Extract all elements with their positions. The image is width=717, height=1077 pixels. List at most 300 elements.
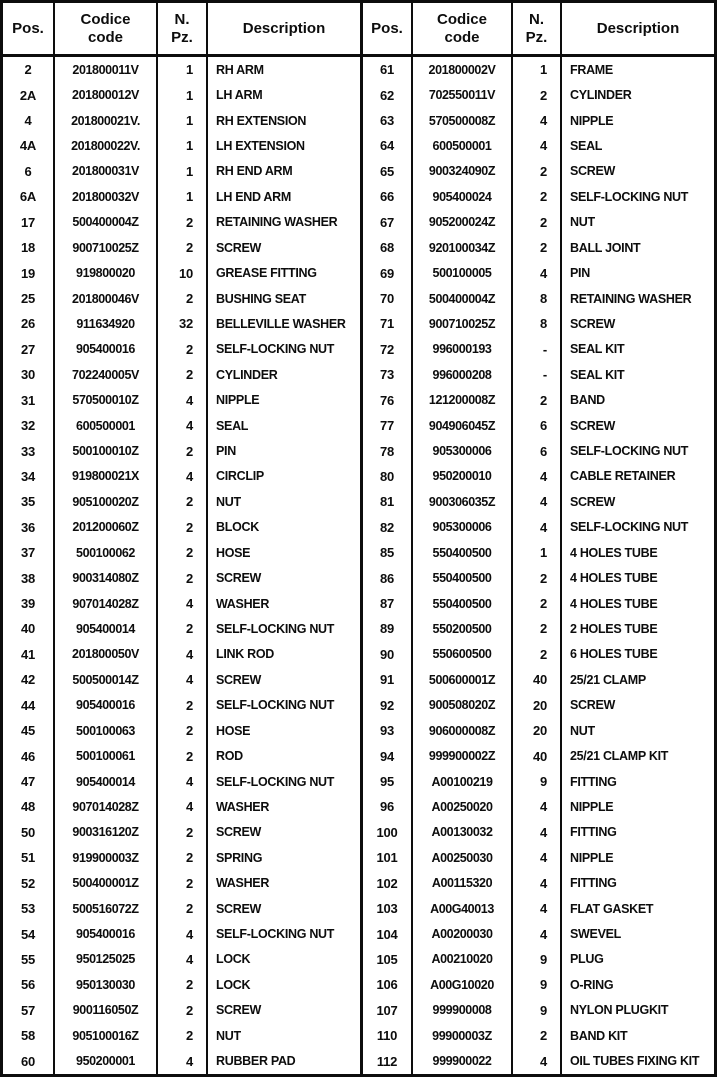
pos-cell: 91 <box>363 667 413 692</box>
pos-cell: 40 <box>3 616 55 641</box>
table-row <box>363 998 714 1023</box>
parts-table-right <box>360 3 714 1074</box>
desc-cell: LH END ARM <box>216 189 292 204</box>
desc-cell: NUT <box>570 215 595 230</box>
code-cell: 900116050Z <box>55 998 158 1023</box>
qty-cell: 2 <box>158 515 208 540</box>
table-row <box>363 464 714 489</box>
col-header-desc <box>562 3 714 54</box>
code-cell: 900710025Z <box>55 235 158 260</box>
qty-cell: 4 <box>513 871 562 896</box>
pos-cell: 4 <box>3 108 55 133</box>
desc-cell: SELF-LOCKING NUT <box>216 927 335 942</box>
code-cell: 900508020Z <box>413 693 513 718</box>
desc-cell: NUT <box>570 723 595 738</box>
qty-cell: 9 <box>513 998 562 1023</box>
desc-cell: SELF-LOCKING NUT <box>216 621 335 636</box>
table-row <box>363 438 714 463</box>
code-cell: 702240005V <box>55 362 158 387</box>
table-row <box>3 540 360 565</box>
col-header-code <box>55 3 158 54</box>
code-cell: 996000208 <box>413 362 513 387</box>
desc-cell: SELF-LOCKING NUT <box>570 189 689 204</box>
pos-cell: 103 <box>363 896 413 921</box>
table-row <box>363 565 714 590</box>
code-cell: 570500008Z <box>413 108 513 133</box>
desc-cell: LH ARM <box>216 88 263 103</box>
qty-cell: 32 <box>158 311 208 336</box>
code-cell: 906000008Z <box>413 718 513 743</box>
pos-cell: 50 <box>3 820 55 845</box>
code-cell: A00G40013 <box>413 896 513 921</box>
table-row <box>363 82 714 107</box>
table-row <box>3 82 360 107</box>
code-cell: 905400016 <box>55 921 158 946</box>
table-row <box>363 311 714 336</box>
qty-cell: 2 <box>158 235 208 260</box>
code-cell: 550600500 <box>413 642 513 667</box>
parts-table-left <box>3 3 360 1074</box>
table-body-right <box>363 57 714 1074</box>
code-cell: 905400014 <box>55 616 158 641</box>
qty-cell: 2 <box>513 159 562 184</box>
desc-cell: 25/21 CLAMP <box>570 672 646 687</box>
qty-cell: 1 <box>158 184 208 209</box>
code-cell: 201800032V <box>55 184 158 209</box>
desc-cell: HOSE <box>216 545 251 560</box>
desc-cell: WASHER <box>216 596 270 611</box>
qty-cell: 4 <box>158 947 208 972</box>
pos-cell: 80 <box>363 464 413 489</box>
qty-cell: 2 <box>158 616 208 641</box>
pos-cell: 68 <box>363 235 413 260</box>
pos-cell: 36 <box>3 515 55 540</box>
col-header-pos-label: Pos. <box>12 19 44 37</box>
desc-cell: 25/21 CLAMP KIT <box>570 749 669 764</box>
table-row <box>3 413 360 438</box>
pos-cell: 56 <box>3 972 55 997</box>
qty-cell: 9 <box>513 972 562 997</box>
desc-cell: BAND <box>570 393 605 408</box>
code-cell: 905400016 <box>55 693 158 718</box>
code-cell: 905400024 <box>413 184 513 209</box>
desc-cell: SCREW <box>570 164 616 179</box>
pos-cell: 110 <box>363 1023 413 1048</box>
code-cell: A00G10020 <box>413 972 513 997</box>
col-header-code-line2: code <box>444 28 480 46</box>
desc-cell: PIN <box>216 444 236 459</box>
desc-cell: PIN <box>570 266 590 281</box>
desc-cell: ROD <box>216 749 243 764</box>
pos-cell: 37 <box>3 540 55 565</box>
table-row <box>363 642 714 667</box>
pos-cell: 106 <box>363 972 413 997</box>
desc-cell: RH ARM <box>216 62 264 77</box>
desc-cell: SEAL KIT <box>570 342 625 357</box>
qty-cell: 4 <box>158 642 208 667</box>
desc-cell: HOSE <box>216 723 251 738</box>
desc-cell: SELF-LOCKING NUT <box>216 774 335 789</box>
pos-cell: 26 <box>3 311 55 336</box>
table-row <box>3 260 360 285</box>
pos-cell: 89 <box>363 616 413 641</box>
table-body-left <box>3 57 360 1074</box>
code-cell: 500400004Z <box>413 286 513 311</box>
col-header-code <box>413 3 513 54</box>
desc-cell: SWEVEL <box>570 927 621 942</box>
qty-cell: 2 <box>158 489 208 514</box>
qty-cell: 4 <box>513 108 562 133</box>
pos-cell: 86 <box>363 565 413 590</box>
code-cell: 905400016 <box>55 337 158 362</box>
pos-cell: 96 <box>363 794 413 819</box>
table-row <box>3 616 360 641</box>
code-cell: 905200024Z <box>413 210 513 235</box>
code-cell: 905100020Z <box>55 489 158 514</box>
qty-cell: 4 <box>158 464 208 489</box>
table-row <box>3 1048 360 1073</box>
desc-cell: SEAL <box>570 138 603 153</box>
pos-cell: 105 <box>363 947 413 972</box>
qty-cell: 20 <box>513 718 562 743</box>
table-row <box>3 591 360 616</box>
desc-cell: SCREW <box>216 1003 262 1018</box>
code-cell: 500100062 <box>55 540 158 565</box>
desc-cell: SCREW <box>216 571 262 586</box>
code-cell: 950125025 <box>55 947 158 972</box>
desc-cell: SELF-LOCKING NUT <box>216 698 335 713</box>
pos-cell: 61 <box>363 57 413 82</box>
desc-cell: RETAINING WASHER <box>216 215 338 230</box>
col-header-code-line2: code <box>87 28 123 46</box>
desc-cell: NIPPLE <box>570 850 614 865</box>
qty-cell: 2 <box>513 235 562 260</box>
table-row <box>3 362 360 387</box>
desc-cell: 4 HOLES TUBE <box>570 596 658 611</box>
qty-cell: 2 <box>513 591 562 616</box>
pos-cell: 73 <box>363 362 413 387</box>
col-header-qty-line2: Pz. <box>525 28 548 46</box>
code-cell: 570500010Z <box>55 387 158 412</box>
code-cell: 950130030 <box>55 972 158 997</box>
table-row <box>3 311 360 336</box>
pos-cell: 71 <box>363 311 413 336</box>
desc-cell: LH EXTENSION <box>216 138 305 153</box>
table-row <box>363 184 714 209</box>
desc-cell: SCREW <box>570 316 616 331</box>
col-header-qty-line2: Pz. <box>171 28 193 46</box>
desc-cell: RUBBER PAD <box>216 1054 296 1069</box>
qty-cell: 2 <box>513 642 562 667</box>
code-cell: 500516072Z <box>55 896 158 921</box>
code-cell: 201800012V <box>55 82 158 107</box>
pos-cell: 112 <box>363 1048 413 1073</box>
code-cell: A00100219 <box>413 769 513 794</box>
desc-cell: NIPPLE <box>570 799 614 814</box>
qty-cell: 2 <box>513 1023 562 1048</box>
pos-cell: 87 <box>363 591 413 616</box>
desc-cell: SCREW <box>570 418 616 433</box>
table-row <box>363 235 714 260</box>
table-row <box>363 820 714 845</box>
table-row <box>363 260 714 285</box>
qty-cell: 4 <box>513 896 562 921</box>
pos-cell: 93 <box>363 718 413 743</box>
table-row <box>3 743 360 768</box>
table-row <box>363 972 714 997</box>
pos-cell: 64 <box>363 133 413 158</box>
desc-cell: SEAL KIT <box>570 367 625 382</box>
desc-cell: PLUG <box>570 952 604 967</box>
qty-cell: - <box>513 362 562 387</box>
code-cell: A00210020 <box>413 947 513 972</box>
table-row <box>363 921 714 946</box>
qty-cell: 4 <box>513 845 562 870</box>
code-cell: 999900002Z <box>413 743 513 768</box>
table-row <box>363 718 714 743</box>
desc-cell: LINK ROD <box>216 647 275 662</box>
desc-cell: FITTING <box>570 876 617 891</box>
qty-cell: 1 <box>158 57 208 82</box>
code-cell: 201800046V <box>55 286 158 311</box>
code-cell: 905300006 <box>413 438 513 463</box>
table-row <box>3 845 360 870</box>
code-cell: 907014028Z <box>55 794 158 819</box>
code-cell: 999900022 <box>413 1048 513 1073</box>
pos-cell: 33 <box>3 438 55 463</box>
code-cell: 900316120Z <box>55 820 158 845</box>
table-row <box>3 972 360 997</box>
code-cell: A00130032 <box>413 820 513 845</box>
desc-cell: CYLINDER <box>570 88 632 103</box>
pos-cell: 6A <box>3 184 55 209</box>
code-cell: 905100016Z <box>55 1023 158 1048</box>
table-row <box>363 515 714 540</box>
desc-cell: SELF-LOCKING NUT <box>570 520 689 535</box>
pos-cell: 42 <box>3 667 55 692</box>
code-cell: A00200030 <box>413 921 513 946</box>
desc-cell: WASHER <box>216 799 270 814</box>
qty-cell: 2 <box>158 972 208 997</box>
code-cell: 500100061 <box>55 743 158 768</box>
code-cell: 500400004Z <box>55 210 158 235</box>
qty-cell: 2 <box>158 718 208 743</box>
pos-cell: 34 <box>3 464 55 489</box>
qty-cell: 1 <box>513 540 562 565</box>
qty-cell: 2 <box>513 82 562 107</box>
pos-cell: 2 <box>3 57 55 82</box>
pos-cell: 94 <box>363 743 413 768</box>
pos-cell: 39 <box>3 591 55 616</box>
pos-cell: 82 <box>363 515 413 540</box>
table-row <box>3 210 360 235</box>
code-cell: 900710025Z <box>413 311 513 336</box>
desc-cell: LOCK <box>216 977 251 992</box>
table-row <box>363 413 714 438</box>
desc-cell: NUT <box>216 1028 241 1043</box>
desc-cell: GREASE FITTING <box>216 266 317 281</box>
desc-cell: RH END ARM <box>216 164 293 179</box>
desc-cell: SCREW <box>570 494 616 509</box>
table-header-right <box>363 3 714 57</box>
pos-cell: 17 <box>3 210 55 235</box>
table-row <box>363 210 714 235</box>
pos-cell: 90 <box>363 642 413 667</box>
qty-cell: 1 <box>158 108 208 133</box>
desc-cell: 4 HOLES TUBE <box>570 545 658 560</box>
table-row <box>3 57 360 82</box>
qty-cell: 4 <box>513 133 562 158</box>
code-cell: 201200060Z <box>55 515 158 540</box>
code-cell: 500600001Z <box>413 667 513 692</box>
table-row <box>3 565 360 590</box>
code-cell: 550400500 <box>413 591 513 616</box>
col-header-desc-label: Description <box>242 19 326 37</box>
code-cell: 950200001 <box>55 1048 158 1073</box>
desc-cell: LOCK <box>216 952 251 967</box>
desc-cell: 4 HOLES TUBE <box>570 571 658 586</box>
code-cell: 999900008 <box>413 998 513 1023</box>
pos-cell: 67 <box>363 210 413 235</box>
qty-cell: 4 <box>513 515 562 540</box>
desc-cell: OIL TUBES FIXING KIT <box>570 1054 700 1069</box>
desc-cell: SPRING <box>216 850 263 865</box>
pos-cell: 48 <box>3 794 55 819</box>
qty-cell: 8 <box>513 311 562 336</box>
table-row <box>3 464 360 489</box>
code-cell: 550400500 <box>413 540 513 565</box>
desc-cell: BELLEVILLE WASHER <box>216 316 346 331</box>
desc-cell: BUSHING SEAT <box>216 291 306 306</box>
code-cell: 201800022V. <box>55 133 158 158</box>
table-row <box>3 667 360 692</box>
qty-cell: 4 <box>158 921 208 946</box>
code-cell: 900324090Z <box>413 159 513 184</box>
table-row <box>3 184 360 209</box>
desc-cell: CYLINDER <box>216 367 278 382</box>
table-row <box>363 845 714 870</box>
col-header-desc-label: Description <box>596 19 680 37</box>
desc-cell: SELF-LOCKING NUT <box>570 444 689 459</box>
qty-cell: 4 <box>513 794 562 819</box>
qty-cell: 2 <box>158 362 208 387</box>
qty-cell: 4 <box>513 820 562 845</box>
code-cell: 500500014Z <box>55 667 158 692</box>
qty-cell: 20 <box>513 693 562 718</box>
qty-cell: 4 <box>513 260 562 285</box>
pos-cell: 4A <box>3 133 55 158</box>
pos-cell: 57 <box>3 998 55 1023</box>
qty-cell: 2 <box>158 438 208 463</box>
qty-cell: 6 <box>513 438 562 463</box>
code-cell: 911634920 <box>55 311 158 336</box>
qty-cell: 4 <box>513 1048 562 1073</box>
code-cell: 500400001Z <box>55 871 158 896</box>
desc-cell: SCREW <box>216 901 262 916</box>
table-row <box>363 591 714 616</box>
desc-cell: FLAT GASKET <box>570 901 654 916</box>
desc-cell: FITTING <box>570 774 617 789</box>
code-cell: 201800021V. <box>55 108 158 133</box>
table-row <box>363 387 714 412</box>
table-row <box>363 896 714 921</box>
qty-cell: 2 <box>513 565 562 590</box>
pos-cell: 58 <box>3 1023 55 1048</box>
table-row <box>3 769 360 794</box>
qty-cell: 40 <box>513 743 562 768</box>
desc-cell: WASHER <box>216 876 270 891</box>
col-header-desc <box>208 3 360 54</box>
pos-cell: 100 <box>363 820 413 845</box>
qty-cell: 9 <box>513 947 562 972</box>
table-row <box>363 362 714 387</box>
pos-cell: 72 <box>363 337 413 362</box>
code-cell: 907014028Z <box>55 591 158 616</box>
pos-cell: 44 <box>3 693 55 718</box>
pos-cell: 35 <box>3 489 55 514</box>
desc-cell: NYLON PLUGKIT <box>570 1003 669 1018</box>
table-row <box>3 921 360 946</box>
pos-cell: 95 <box>363 769 413 794</box>
table-row <box>363 693 714 718</box>
code-cell: 919800020 <box>55 260 158 285</box>
pos-cell: 18 <box>3 235 55 260</box>
table-row <box>3 718 360 743</box>
desc-cell: SCREW <box>216 825 262 840</box>
code-cell: 500100010Z <box>55 438 158 463</box>
table-row <box>3 820 360 845</box>
code-cell: 99900003Z <box>413 1023 513 1048</box>
qty-cell: 2 <box>158 693 208 718</box>
col-header-pos <box>3 3 55 54</box>
pos-cell: 107 <box>363 998 413 1023</box>
col-header-qty <box>158 3 208 54</box>
pos-cell: 55 <box>3 947 55 972</box>
desc-cell: NIPPLE <box>570 113 614 128</box>
qty-cell: 2 <box>513 210 562 235</box>
code-cell: 904906045Z <box>413 413 513 438</box>
pos-cell: 69 <box>363 260 413 285</box>
pos-cell: 65 <box>363 159 413 184</box>
table-row <box>3 286 360 311</box>
pos-cell: 62 <box>363 82 413 107</box>
table-row <box>363 616 714 641</box>
pos-cell: 101 <box>363 845 413 870</box>
code-cell: 201800011V <box>55 57 158 82</box>
table-row <box>363 133 714 158</box>
pos-cell: 92 <box>363 693 413 718</box>
desc-cell: SELF-LOCKING NUT <box>216 342 335 357</box>
qty-cell: - <box>513 337 562 362</box>
code-cell: 996000193 <box>413 337 513 362</box>
code-cell: 950200010 <box>413 464 513 489</box>
qty-cell: 2 <box>158 286 208 311</box>
code-cell: 550200500 <box>413 616 513 641</box>
table-row <box>3 108 360 133</box>
code-cell: 600500001 <box>413 133 513 158</box>
desc-cell: RH EXTENSION <box>216 113 307 128</box>
col-header-pos-label: Pos. <box>371 19 403 37</box>
code-cell: 201800031V <box>55 159 158 184</box>
desc-cell: BALL JOINT <box>570 240 641 255</box>
pos-cell: 63 <box>363 108 413 133</box>
table-header-left <box>3 3 360 57</box>
table-row <box>3 642 360 667</box>
table-row <box>363 743 714 768</box>
qty-cell: 9 <box>513 769 562 794</box>
code-cell: 919800021X <box>55 464 158 489</box>
pos-cell: 66 <box>363 184 413 209</box>
